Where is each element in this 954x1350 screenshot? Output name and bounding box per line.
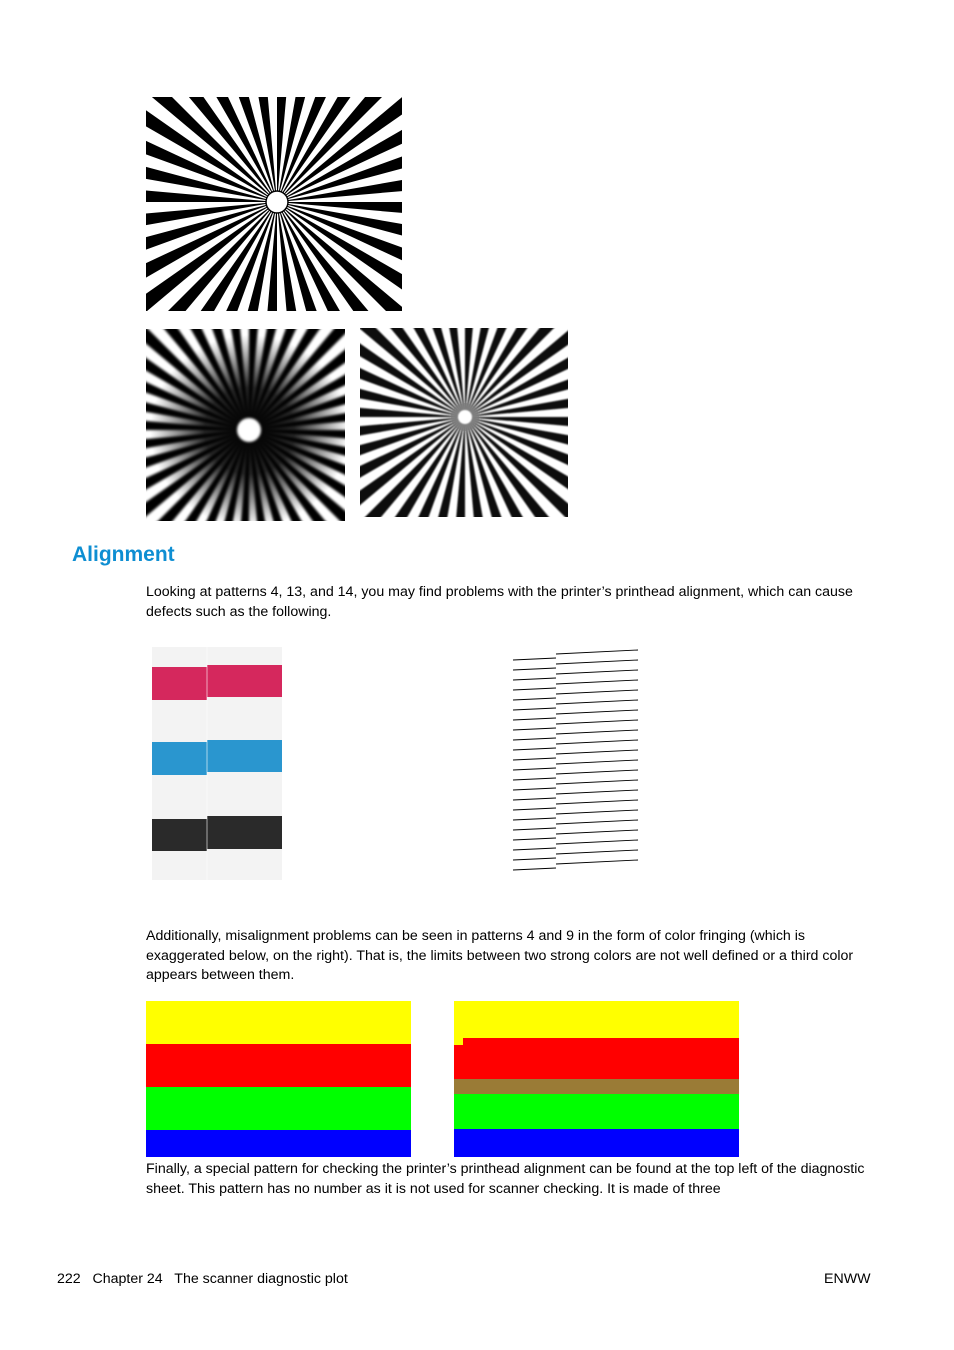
left-line-segment [513, 828, 556, 830]
finally-paragraph: Finally, a special pattern for checking the printer’s printhead alignment can be found at the top left of the diagnostic sheet. This pattern has no number as it is not used for scanner checking. It is made of three [146, 1161, 865, 1197]
right-line-segment [556, 800, 638, 804]
left-line-segment [513, 738, 556, 740]
right-line-segment [556, 710, 638, 714]
left-line-segment [513, 848, 556, 850]
right-line-segment [556, 780, 638, 784]
chapter-title: The scanner diagnostic plot [174, 1271, 348, 1287]
right-line-segment [556, 690, 638, 694]
siemens-star-sharp [146, 97, 402, 311]
siemens-star-soft [357, 325, 571, 520]
band-yellow [146, 1001, 411, 1044]
left-line-segment [513, 818, 556, 820]
left-line-segment [513, 718, 556, 720]
fringing-paragraph: Additionally, misalignment problems can be seen in patterns 4 and 9 in the form of color fringing (which is exaggerated below, on the right). That is, the limits between two strong colors are not well defined or a third color appears between them. [146, 928, 854, 983]
left-line-segment [513, 758, 556, 760]
left-line-segment [513, 808, 556, 810]
band-fringe [454, 1079, 739, 1094]
left-line-segment [513, 748, 556, 750]
footer-locale: ENWW [824, 1271, 871, 1287]
right-line-segment [556, 830, 638, 834]
right-line-segment [556, 670, 638, 674]
right-line-segment [556, 650, 638, 654]
right-line-segment [556, 700, 638, 704]
band-yellow [454, 1001, 739, 1038]
right-line-segment [556, 660, 638, 664]
right-line-segment [556, 860, 638, 864]
right-line-segment [556, 720, 638, 724]
right-line-segment [556, 790, 638, 794]
misaligned-lines [512, 646, 640, 882]
right-line-segment [556, 810, 638, 814]
color-bands-clean [146, 1001, 411, 1157]
left-line-segment [513, 858, 556, 860]
right-line-segment [556, 820, 638, 824]
left-line-segment [513, 768, 556, 770]
chapter-label: Chapter 24 [92, 1271, 163, 1287]
band-blue [146, 1130, 411, 1157]
band-blue [454, 1129, 739, 1157]
left-line-segment [513, 658, 556, 660]
right-line-segment [556, 740, 638, 744]
right-line-segment [556, 760, 638, 764]
right-line-segment [556, 730, 638, 734]
left-line-segment [513, 788, 556, 790]
siemens-star-blurred [146, 329, 345, 521]
left-line-segment [513, 678, 556, 680]
color-bands-fringed [454, 1001, 739, 1157]
left-line-segment [513, 708, 556, 710]
left-line-segment [513, 688, 556, 690]
band-green [454, 1094, 739, 1129]
page-number: 222 [57, 1271, 81, 1287]
right-line-segment [556, 840, 638, 844]
left-line-segment [513, 778, 556, 780]
misaligned-color-bars [152, 647, 282, 880]
left-line-segment [513, 798, 556, 800]
right-line-segment [556, 680, 638, 684]
band-green [146, 1087, 411, 1130]
section-heading: Alignment [72, 543, 175, 566]
right-line-segment [556, 770, 638, 774]
fringe-notch [454, 1038, 463, 1045]
left-line-segment [513, 668, 556, 670]
intro-paragraph: Looking at patterns 4, 13, and 14, you may find problems with the printer’s printhead alignment, which can cause defects such as the following. [146, 584, 853, 620]
left-line-segment [513, 698, 556, 700]
footer-left [57, 1271, 348, 1287]
right-line-segment [556, 750, 638, 754]
band-red [454, 1038, 739, 1079]
right-line-segment [556, 850, 638, 854]
band-red [146, 1044, 411, 1087]
left-line-segment [513, 868, 556, 870]
left-line-segment [513, 728, 556, 730]
left-line-segment [513, 838, 556, 840]
